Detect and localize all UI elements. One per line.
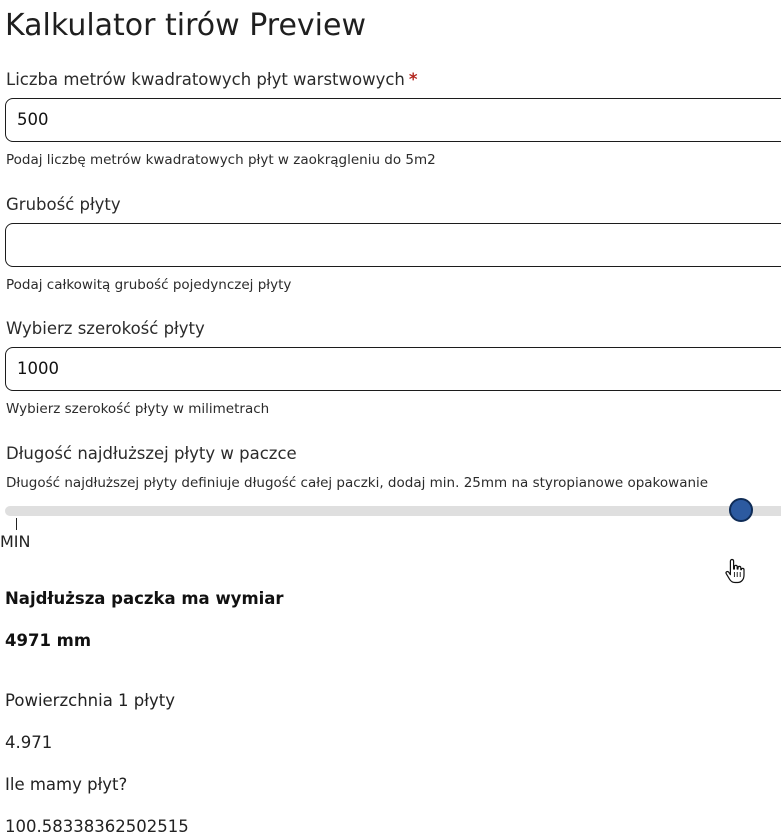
longest-package-value: 4971 mm <box>5 631 92 650</box>
area-input[interactable]: 500 <box>5 98 781 142</box>
thickness-help: Podaj całkowitą grubość pojedynczej płyty <box>6 277 292 293</box>
area-label-text: Liczba metrów kwadratowych płyt warstwowych <box>6 70 405 89</box>
longest-package-heading: Najdłuższa paczka ma wymiar <box>5 589 284 608</box>
length-help: Długość najdłuższej płyty definiuje długość całej paczki, dodaj min. 25mm na styropianowe opakowanie <box>6 475 709 491</box>
thickness-input[interactable] <box>5 223 781 267</box>
width-label: Wybierz szerokość płyty <box>6 319 205 338</box>
width-input[interactable]: 1000 <box>5 347 781 391</box>
page-title: Kalkulator tirów Preview <box>5 8 367 43</box>
slider-min-label: MIN <box>0 532 31 551</box>
area-label <box>6 70 418 90</box>
width-help: Wybierz szerokość płyty w milimetrach <box>6 401 270 417</box>
area-help: Podaj liczbę metrów kwadratowych płyt w zaokrągleniu do 5m2 <box>6 152 436 168</box>
board-count-label: Ile mamy płyt? <box>5 775 128 794</box>
length-slider-thumb[interactable] <box>729 498 753 522</box>
thickness-label: Grubość płyty <box>6 195 121 214</box>
length-label: Długość najdłuższej płyty w paczce <box>6 444 297 463</box>
board-area-label: Powierzchnia 1 płyty <box>5 691 175 710</box>
required-mark: * <box>408 70 418 89</box>
board-count-value: 100.58338362502515 <box>5 817 189 836</box>
length-slider-track[interactable] <box>5 506 781 516</box>
slider-min-tick <box>16 518 17 530</box>
hand-pointer-icon <box>724 558 746 584</box>
board-area-value: 4.971 <box>5 733 53 752</box>
